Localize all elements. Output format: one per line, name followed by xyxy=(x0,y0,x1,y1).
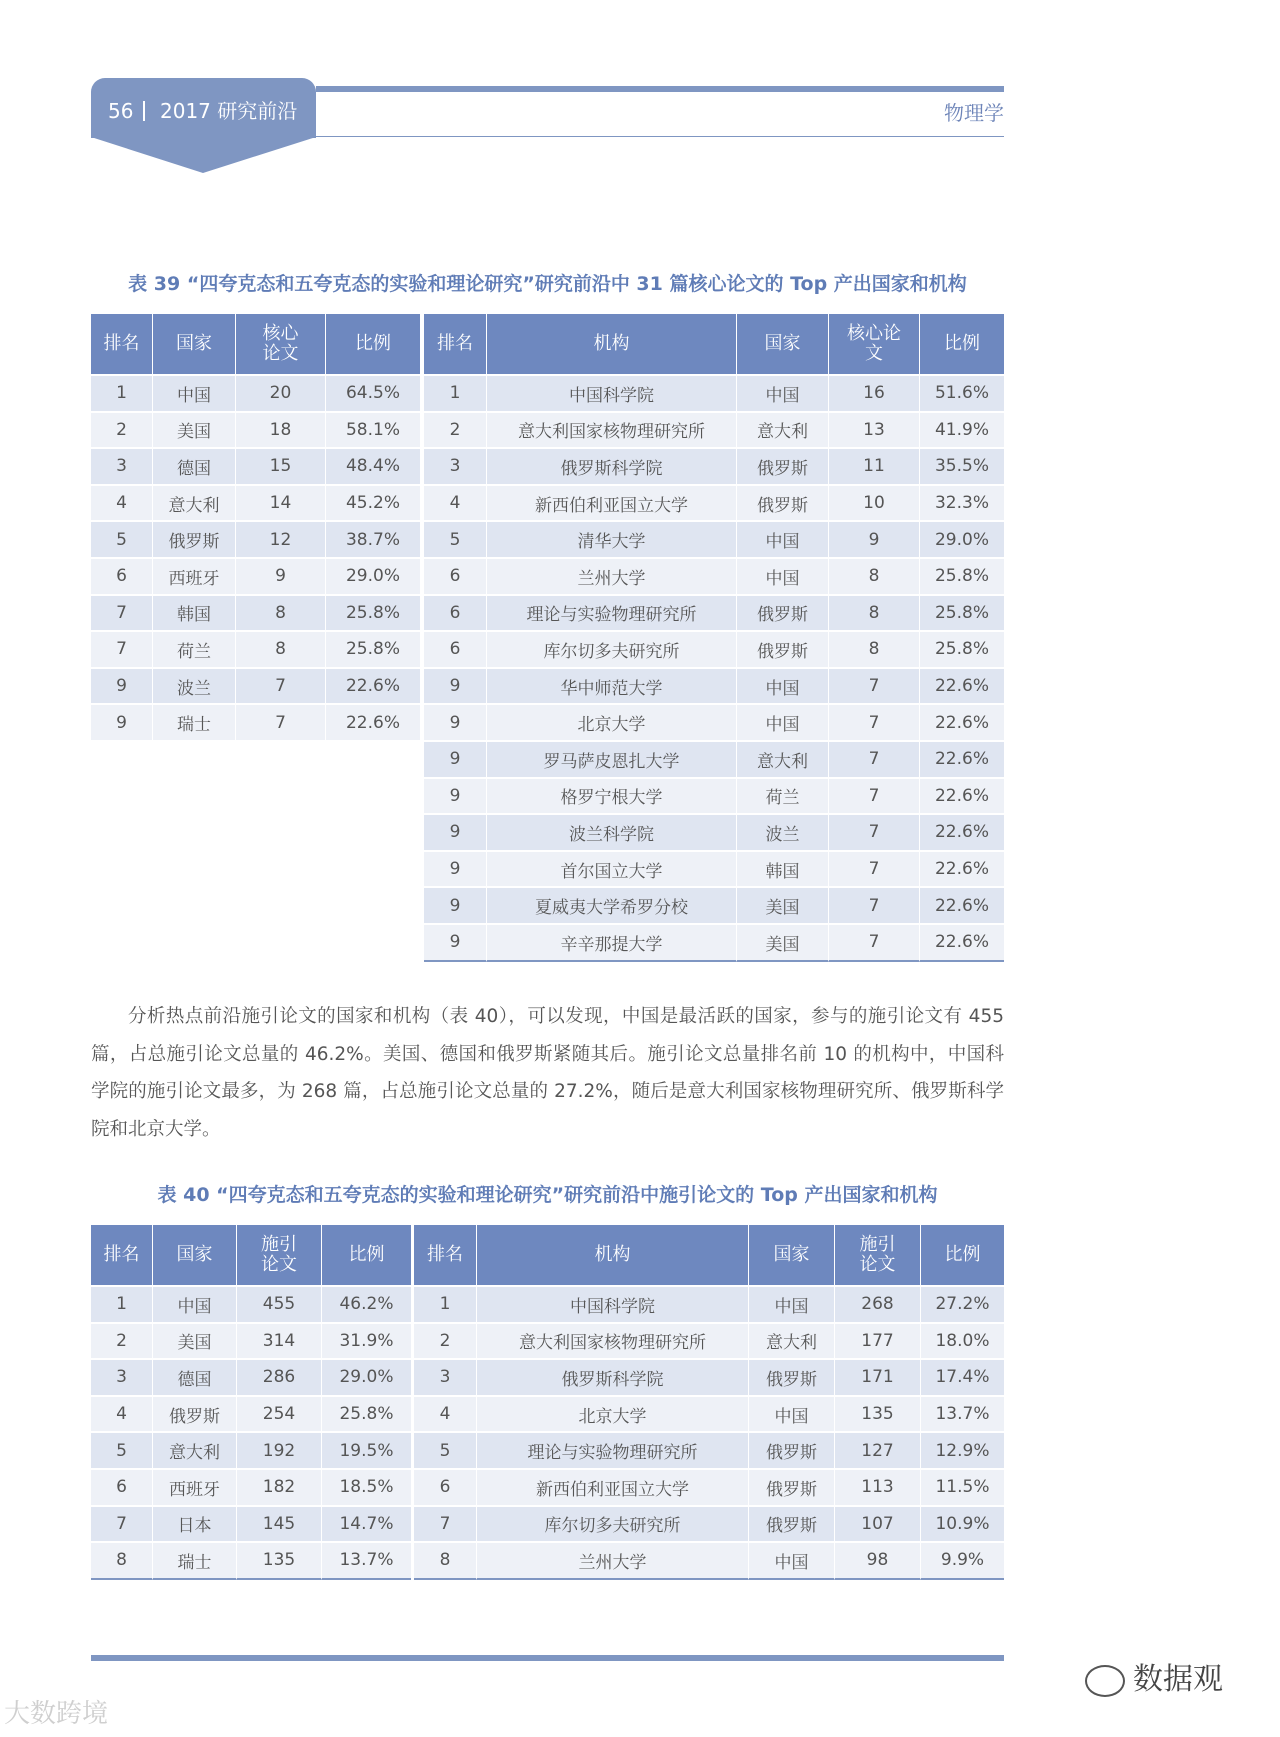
table-cell: 意大利 xyxy=(152,484,235,521)
table-cell: 9 xyxy=(424,703,486,740)
table-row xyxy=(414,1541,1004,1580)
book-title: 2017 研究前沿 xyxy=(160,99,298,123)
table-cell: 德国 xyxy=(152,1358,236,1395)
table-row xyxy=(91,703,420,740)
table-cell: 135 xyxy=(834,1395,920,1432)
table-cell: 1 xyxy=(91,1285,152,1322)
table-cell: 华中师范大学 xyxy=(486,667,736,704)
table-cell: 16 xyxy=(828,374,919,411)
table-cell: 46.2% xyxy=(321,1285,411,1322)
table-cell: 13.7% xyxy=(920,1395,1004,1432)
table-cell: 意大利 xyxy=(152,1431,236,1468)
table-cell: 美国 xyxy=(152,1322,236,1359)
table-row xyxy=(91,594,420,631)
table-row xyxy=(91,1285,411,1322)
table-row xyxy=(424,484,1004,521)
table-cell: 2 xyxy=(424,411,486,448)
table-cell: 中国 xyxy=(736,667,828,704)
column-header: 比例 xyxy=(920,1225,1004,1285)
table-cell: 35.5% xyxy=(919,447,1004,484)
table-row xyxy=(424,703,1004,740)
table-cell: 荷兰 xyxy=(152,630,235,667)
column-header: 排名 xyxy=(424,314,486,374)
table-row xyxy=(424,374,1004,411)
table-cell: 中国 xyxy=(736,520,828,557)
footer-rule xyxy=(91,1655,1004,1661)
table-cell: 俄罗斯 xyxy=(152,520,235,557)
table-row xyxy=(91,520,420,557)
table-cell: 7 xyxy=(828,886,919,923)
table-cell: 罗马萨皮恩扎大学 xyxy=(486,740,736,777)
table-cell: 9 xyxy=(91,667,152,704)
table-cell: 4 xyxy=(91,484,152,521)
column-header: 排名 xyxy=(414,1225,476,1285)
table-cell: 29.0% xyxy=(321,1358,411,1395)
table-cell: 314 xyxy=(236,1322,321,1359)
table-cell: 意大利国家核物理研究所 xyxy=(476,1322,748,1359)
table-cell: 8 xyxy=(235,594,325,631)
table-cell: 45.2% xyxy=(325,484,420,521)
table-cell: 俄罗斯科学院 xyxy=(476,1358,748,1395)
column-header: 机构 xyxy=(476,1225,748,1285)
table-cell: 9 xyxy=(424,923,486,962)
table-cell: 7 xyxy=(828,777,919,814)
table-cell: 10.9% xyxy=(920,1505,1004,1542)
table-cell: 中国 xyxy=(736,557,828,594)
table-row xyxy=(91,1395,411,1432)
table-row xyxy=(91,1322,411,1359)
table-cell: 25.8% xyxy=(919,594,1004,631)
table-cell: 9 xyxy=(424,667,486,704)
table-cell: 9 xyxy=(424,850,486,887)
watermark-left: 大数跨境 xyxy=(4,1699,109,1729)
table-row xyxy=(424,630,1004,667)
table40-caption: 表 40 “四夸克态和五夸克态的实验和理论研究”研究前沿中施引论文的 Top 产出国家和机构 xyxy=(157,1184,938,1206)
table-cell: 俄罗斯 xyxy=(736,594,828,631)
table-cell: 13.7% xyxy=(321,1541,411,1580)
table-cell: 455 xyxy=(236,1285,321,1322)
table-cell: 7 xyxy=(828,813,919,850)
table-cell: 7 xyxy=(828,703,919,740)
table-cell: 25.8% xyxy=(919,557,1004,594)
table-row xyxy=(414,1395,1004,1432)
table-row xyxy=(414,1505,1004,1542)
table-cell: 俄罗斯科学院 xyxy=(486,447,736,484)
table-cell: 俄罗斯 xyxy=(152,1395,236,1432)
table-cell: 5 xyxy=(91,1431,152,1468)
table-cell: 29.0% xyxy=(919,520,1004,557)
table-cell: 6 xyxy=(91,1468,152,1505)
table-cell: 6 xyxy=(424,630,486,667)
table-cell: 7 xyxy=(828,667,919,704)
table-row xyxy=(91,411,420,448)
table-cell: 6 xyxy=(424,594,486,631)
table-cell: 5 xyxy=(414,1431,476,1468)
table-cell: 理论与实验物理研究所 xyxy=(476,1431,748,1468)
table-cell: 9 xyxy=(424,740,486,777)
table-cell: 135 xyxy=(236,1541,321,1580)
table-row xyxy=(91,667,420,704)
table-cell: 31.9% xyxy=(321,1322,411,1359)
column-header: 施引论文 xyxy=(236,1225,321,1285)
section-title: 物理学 xyxy=(944,101,1004,125)
table-row xyxy=(424,813,1004,850)
table-row xyxy=(91,484,420,521)
table-cell: 286 xyxy=(236,1358,321,1395)
table-cell: 9 xyxy=(424,886,486,923)
table-row xyxy=(424,850,1004,887)
table39-country-table xyxy=(91,314,420,740)
table-cell: 7 xyxy=(91,1505,152,1542)
header-row xyxy=(91,314,420,374)
table-cell: 库尔切多夫研究所 xyxy=(486,630,736,667)
table-cell: 7 xyxy=(235,703,325,740)
header-rule-bottom xyxy=(316,136,1004,137)
column-header: 核心论文 xyxy=(828,314,919,374)
table-cell: 6 xyxy=(414,1468,476,1505)
column-header: 比例 xyxy=(321,1225,411,1285)
table-row xyxy=(91,1358,411,1395)
table-cell: 中国 xyxy=(152,374,235,411)
table-row xyxy=(424,447,1004,484)
chat-bubble-icon xyxy=(1085,1665,1125,1697)
table-cell: 7 xyxy=(235,667,325,704)
table40-country-table xyxy=(91,1225,411,1580)
table-row xyxy=(424,923,1004,962)
table-cell: 58.1% xyxy=(325,411,420,448)
table-cell: 22.6% xyxy=(919,850,1004,887)
table-cell: 64.5% xyxy=(325,374,420,411)
table-row xyxy=(424,520,1004,557)
table-cell: 14.7% xyxy=(321,1505,411,1542)
table-cell: 22.6% xyxy=(919,777,1004,814)
table-cell: 西班牙 xyxy=(152,1468,236,1505)
table-row xyxy=(424,886,1004,923)
table-cell: 中国 xyxy=(736,374,828,411)
table-cell: 22.6% xyxy=(325,703,420,740)
table-cell: 4 xyxy=(91,1395,152,1432)
table-cell: 1 xyxy=(414,1285,476,1322)
table-cell: 22.6% xyxy=(919,923,1004,962)
table-cell: 15 xyxy=(235,447,325,484)
table-row xyxy=(424,557,1004,594)
table-cell: 中国 xyxy=(748,1541,834,1580)
table-cell: 177 xyxy=(834,1322,920,1359)
table-cell: 9 xyxy=(91,703,152,740)
table-cell: 7 xyxy=(828,923,919,962)
table-cell: 俄罗斯 xyxy=(736,630,828,667)
table40-institution-table xyxy=(414,1225,1004,1580)
table-row xyxy=(424,740,1004,777)
table-cell: 4 xyxy=(414,1395,476,1432)
table-cell: 3 xyxy=(414,1358,476,1395)
table-cell: 3 xyxy=(91,447,152,484)
table-row xyxy=(424,411,1004,448)
table-row xyxy=(91,1468,411,1505)
header-chevron xyxy=(91,137,316,173)
table-cell: 2 xyxy=(91,411,152,448)
table-cell: 8 xyxy=(91,1541,152,1580)
table-cell: 18 xyxy=(235,411,325,448)
table-cell: 日本 xyxy=(152,1505,236,1542)
table-cell: 8 xyxy=(828,630,919,667)
table-cell: 3 xyxy=(91,1358,152,1395)
table-cell: 8 xyxy=(828,557,919,594)
table-cell: 7 xyxy=(828,850,919,887)
analysis-paragraph: 分析热点前沿施引论文的国家和机构（表 40），可以发现，中国是最活跃的国家，参与的施引论文有 455 篇，占总施引论文总量的 46.2%。美国、德国和俄罗斯紧随其后。施引论文总量排名前 10 的机构中，中国科学院的施引论文最多，为 268 篇，占总施引论文总量的 27.2%，随后是意大利国家核物理研究所、俄罗斯科学院和北京大学。 xyxy=(91,1006,1004,1140)
header-row xyxy=(414,1225,1004,1285)
table-cell: 11.5% xyxy=(920,1468,1004,1505)
table-cell: 格罗宁根大学 xyxy=(486,777,736,814)
table-cell: 波兰 xyxy=(736,813,828,850)
table-cell: 145 xyxy=(236,1505,321,1542)
table-cell: 中国科学院 xyxy=(476,1285,748,1322)
table-cell: 1 xyxy=(424,374,486,411)
table-cell: 9 xyxy=(424,813,486,850)
table-cell: 13 xyxy=(828,411,919,448)
header-row xyxy=(91,1225,411,1285)
table-cell: 7 xyxy=(91,630,152,667)
table-cell: 8 xyxy=(414,1541,476,1580)
table-cell: 俄罗斯 xyxy=(748,1505,834,1542)
watermark-right-text: 数据观 xyxy=(1133,1662,1223,1697)
table-cell: 俄罗斯 xyxy=(736,447,828,484)
column-header: 排名 xyxy=(91,1225,152,1285)
table-cell: 波兰 xyxy=(152,667,235,704)
table-cell: 俄罗斯 xyxy=(736,484,828,521)
table-cell: 首尔国立大学 xyxy=(486,850,736,887)
column-header: 施引论文 xyxy=(834,1225,920,1285)
table-cell: 25.8% xyxy=(321,1395,411,1432)
table-cell: 瑞士 xyxy=(152,1541,236,1580)
table-row xyxy=(91,374,420,411)
table-cell: 美国 xyxy=(152,411,235,448)
column-header: 比例 xyxy=(919,314,1004,374)
table-cell: 西班牙 xyxy=(152,557,235,594)
table-cell: 荷兰 xyxy=(736,777,828,814)
table-cell: 98 xyxy=(834,1541,920,1580)
table-cell: 27.2% xyxy=(920,1285,1004,1322)
table-row xyxy=(414,1431,1004,1468)
table-cell: 18.5% xyxy=(321,1468,411,1505)
column-header: 排名 xyxy=(91,314,152,374)
column-header: 国家 xyxy=(748,1225,834,1285)
table-cell: 夏威夷大学希罗分校 xyxy=(486,886,736,923)
table-row xyxy=(424,777,1004,814)
table-cell: 107 xyxy=(834,1505,920,1542)
table-cell: 22.6% xyxy=(919,703,1004,740)
table-cell: 12 xyxy=(235,520,325,557)
table-cell: 俄罗斯 xyxy=(748,1468,834,1505)
table-cell: 1 xyxy=(91,374,152,411)
table-cell: 192 xyxy=(236,1431,321,1468)
table-cell: 32.3% xyxy=(919,484,1004,521)
table-cell: 127 xyxy=(834,1431,920,1468)
table-cell: 4 xyxy=(424,484,486,521)
table-cell: 29.0% xyxy=(325,557,420,594)
table-cell: 11 xyxy=(828,447,919,484)
header-rule-top xyxy=(316,86,1004,92)
table-cell: 25.8% xyxy=(919,630,1004,667)
table-cell: 3 xyxy=(424,447,486,484)
column-header: 比例 xyxy=(325,314,420,374)
table-row xyxy=(414,1358,1004,1395)
table-row xyxy=(91,1541,411,1580)
table-cell: 171 xyxy=(834,1358,920,1395)
table-row xyxy=(424,594,1004,631)
table-cell: 25.8% xyxy=(325,594,420,631)
table-cell: 25.8% xyxy=(325,630,420,667)
table-cell: 中国科学院 xyxy=(486,374,736,411)
table39-institution-table xyxy=(424,314,1004,962)
table-cell: 中国 xyxy=(152,1285,236,1322)
table-cell: 12.9% xyxy=(920,1431,1004,1468)
table-cell: 48.4% xyxy=(325,447,420,484)
table-cell: 9 xyxy=(424,777,486,814)
table-cell: 10 xyxy=(828,484,919,521)
table-cell: 美国 xyxy=(736,923,828,962)
table-cell: 波兰科学院 xyxy=(486,813,736,850)
table-cell: 41.9% xyxy=(919,411,1004,448)
table-cell: 韩国 xyxy=(736,850,828,887)
table-cell: 兰州大学 xyxy=(476,1541,748,1580)
table-cell: 新西伯利亚国立大学 xyxy=(486,484,736,521)
header-separator xyxy=(143,101,145,121)
table-cell: 兰州大学 xyxy=(486,557,736,594)
table-cell: 5 xyxy=(424,520,486,557)
column-header: 国家 xyxy=(152,314,235,374)
table-cell: 韩国 xyxy=(152,594,235,631)
table-row xyxy=(91,557,420,594)
table-row xyxy=(91,447,420,484)
table-cell: 9 xyxy=(828,520,919,557)
table-cell: 6 xyxy=(91,557,152,594)
column-header: 国家 xyxy=(736,314,828,374)
table-cell: 意大利国家核物理研究所 xyxy=(486,411,736,448)
table-cell: 22.6% xyxy=(325,667,420,704)
table-cell: 美国 xyxy=(736,886,828,923)
watermark-right xyxy=(1085,1660,1223,1700)
table-cell: 意大利 xyxy=(736,411,828,448)
table-cell: 2 xyxy=(91,1322,152,1359)
column-header: 核心论文 xyxy=(235,314,325,374)
table-row xyxy=(91,1431,411,1468)
table-cell: 182 xyxy=(236,1468,321,1505)
header-row xyxy=(424,314,1004,374)
table-cell: 库尔切多夫研究所 xyxy=(476,1505,748,1542)
table-cell: 清华大学 xyxy=(486,520,736,557)
table-cell: 意大利 xyxy=(748,1322,834,1359)
table-cell: 19.5% xyxy=(321,1431,411,1468)
table-cell: 20 xyxy=(235,374,325,411)
table-cell: 8 xyxy=(235,630,325,667)
table-cell: 51.6% xyxy=(919,374,1004,411)
table-cell: 辛辛那提大学 xyxy=(486,923,736,962)
column-header: 机构 xyxy=(486,314,736,374)
table-cell: 113 xyxy=(834,1468,920,1505)
table-cell: 2 xyxy=(414,1322,476,1359)
table-row xyxy=(424,667,1004,704)
table-cell: 中国 xyxy=(748,1395,834,1432)
table-cell: 38.7% xyxy=(325,520,420,557)
table-cell: 7 xyxy=(828,740,919,777)
table-cell: 北京大学 xyxy=(486,703,736,740)
table-cell: 8 xyxy=(828,594,919,631)
table-cell: 俄罗斯 xyxy=(748,1431,834,1468)
table-cell: 18.0% xyxy=(920,1322,1004,1359)
table-cell: 9.9% xyxy=(920,1541,1004,1580)
table-row xyxy=(414,1285,1004,1322)
table-cell: 理论与实验物理研究所 xyxy=(486,594,736,631)
table-cell: 7 xyxy=(414,1505,476,1542)
table39-caption: 表 39 “四夸克态和五夸克态的实验和理论研究”研究前沿中 31 篇核心论文的 Top 产出国家和机构 xyxy=(128,273,967,295)
column-header: 国家 xyxy=(152,1225,236,1285)
table-cell: 6 xyxy=(424,557,486,594)
table-row xyxy=(414,1322,1004,1359)
table-cell: 新西伯利亚国立大学 xyxy=(476,1468,748,1505)
table-cell: 14 xyxy=(235,484,325,521)
table-cell: 中国 xyxy=(736,703,828,740)
table-cell: 9 xyxy=(235,557,325,594)
table-cell: 瑞士 xyxy=(152,703,235,740)
table-cell: 254 xyxy=(236,1395,321,1432)
table-cell: 22.6% xyxy=(919,667,1004,704)
table-cell: 德国 xyxy=(152,447,235,484)
table-cell: 17.4% xyxy=(920,1358,1004,1395)
table-cell: 22.6% xyxy=(919,813,1004,850)
table-cell: 22.6% xyxy=(919,740,1004,777)
table-cell: 俄罗斯 xyxy=(748,1358,834,1395)
table-cell: 意大利 xyxy=(736,740,828,777)
table-row xyxy=(91,630,420,667)
table-cell: 北京大学 xyxy=(476,1395,748,1432)
table-cell: 中国 xyxy=(748,1285,834,1322)
table-cell: 22.6% xyxy=(919,886,1004,923)
table-cell: 268 xyxy=(834,1285,920,1322)
table-cell: 7 xyxy=(91,594,152,631)
page-number: 56 xyxy=(108,99,134,123)
table-row xyxy=(414,1468,1004,1505)
table-row xyxy=(91,1505,411,1542)
table-cell: 5 xyxy=(91,520,152,557)
